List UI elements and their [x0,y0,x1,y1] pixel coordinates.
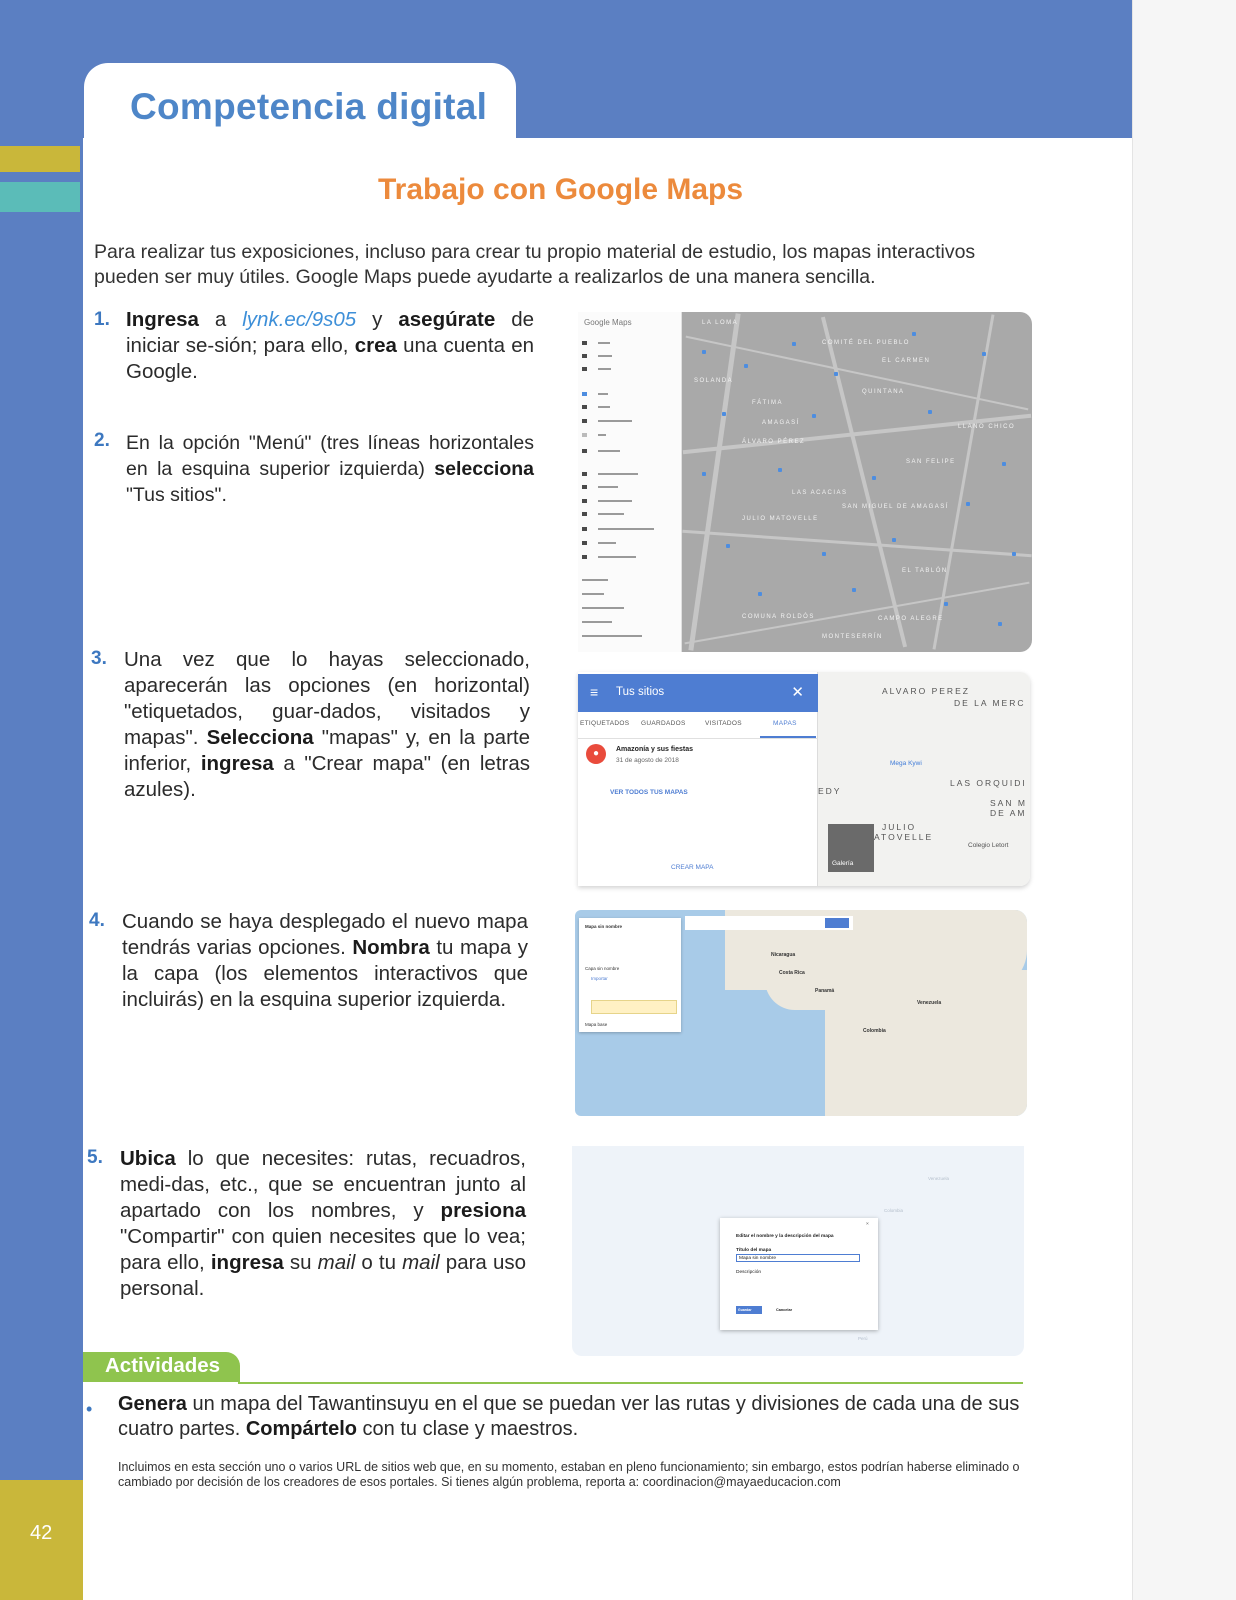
left-color-band [0,138,83,1600]
layer-name: Capa sin nombre [585,966,620,971]
step-4-text: Cuando se haya desplegado el nuevo mapa tendrás varias opciones. Nombra tu mapa y la capa (los elementos interactivos que incluirás) en la esquina superior izquierda. [122,910,528,1011]
edit-map-screenshot: Venezuela Colombia Perú Editar el nombre y la descripción del mapa × Título del mapa Mapa sin nombre Descripción Guardar Cancelar [572,1146,1024,1356]
dialog-title: Editar el nombre y la descripción del mapa [736,1234,834,1239]
step-4-number: 4. [89,910,105,931]
map-name: Mapa sin nombre [585,924,623,929]
step-1-link[interactable]: lynk.ec/9s05 [242,308,357,331]
bullet-icon: • [86,1399,93,1419]
step-2-number: 2. [94,430,110,451]
teal-stripe [0,182,80,212]
title-label: Título del mapa [736,1248,772,1253]
activity-text: Genera un mapa del Tawantinsuyu en el que se puedan ver las rutas y divisiones de cada una de sus cuatro partes. Compártelo con tu clase y maestros. [118,1393,1020,1440]
map-pin-icon: ● [586,744,606,764]
map-layers-card[interactable] [579,918,681,1032]
cancel-button[interactable]: Cancelar [776,1308,793,1312]
saved-map-title[interactable]: Amazonía y sus fiestas [616,746,694,753]
intro-paragraph: Para realizar tus exposiciones, incluso para crear tu propio material de estudio, los mapas interactivos pueden ser muy útiles. Google Maps puede ayudarte a realizarlos de una manera sencilla. [94,241,976,288]
close-icon[interactable]: × [866,1222,869,1227]
footnote: Incluimos en esta sección uno o varios URL de sitios web que, en su momento, estaban en pleno funcionamiento; sin embargo, estos podrían haberse eliminado o cambiado por decisión de los creadores de esos portales. Si tienes algún problema, reporta a: coordinacion@mayaeducacion.com [118,1460,1020,1489]
step-5-text: Ubica lo que necesites: rutas, recuadros, medi-das, etc., que se encuentran junto al apartado con los nombres, y presiona "Compartir" con quien necesites que lo vea; para ello, ingresa su mail o tu mail para uso personal. [120,1147,526,1300]
divider [578,738,818,739]
maps-side-menu [578,312,682,652]
page-heading: Trabajo con Google Maps [378,173,744,206]
tab-etiquetados[interactable]: ETIQUETADOS [580,720,630,727]
tus-sitios-header [578,674,818,712]
tab-visitados[interactable]: VISITADOS [705,720,742,727]
step-3-number: 3. [91,648,107,669]
tus-sitios-screenshot [578,672,1030,886]
yellow-stripe [0,146,80,172]
search-icon[interactable] [825,918,849,928]
tab-guardados[interactable]: GUARDADOS [641,720,686,727]
saved-map-date: 31 de agosto de 2018 [616,757,679,764]
activities-label: Actividades [105,1354,221,1377]
mega-kywi-poi: Mega Kywi [890,760,922,767]
my-maps-screenshot: Mapa sin nombre Capa sin nombre Importar Mapa base Venezuela Colombia Panamá Costa Rica Nicaragua [575,910,1027,1116]
tus-sitios-panel [578,672,818,886]
crear-mapa-link[interactable]: CREAR MAPA [671,864,714,871]
activities-rule [238,1382,1023,1384]
import-link: Importar [591,976,608,981]
step-1-keyword: Ingresa [126,308,199,331]
tab-mapas[interactable]: MAPAS [773,720,797,727]
close-icon[interactable]: ✕ [791,684,804,701]
google-maps-screenshot [578,312,1032,652]
step-1-text: Ingresa a lynk.ec/9s05 y asegúrate de iniciar se-sión; para ello, crea una cuenta en Google. [126,308,534,383]
step-5-number: 5. [87,1147,103,1168]
section-title: Competencia digital [130,86,488,127]
ver-todos-link[interactable]: VER TODOS TUS MAPAS [610,789,688,796]
base-map-label: Mapa base [585,1022,608,1027]
hamburger-icon[interactable]: ≡ [590,684,599,700]
description-label: Descripción [736,1270,762,1275]
tus-sitios-title: Tus sitios [616,686,665,698]
edit-map-dialog: Editar el nombre y la descripción del mapa × Título del mapa Mapa sin nombre Descripción Guardar Cancelar [720,1218,878,1330]
google-maps-logo: Google Maps [584,318,632,327]
page-number: 42 [30,1522,53,1544]
step-3-text: Una vez que lo hayas seleccionado, aparecerán las opciones (en horizontal) "etiquetados, guar-dados, visitados y mapas". Selecciona "mapas" y, en la parte inferior, ingresa a "Crear mapa" (en letras azules). [124,648,530,801]
page-edge [1132,0,1236,1600]
city-map[interactable]: LA LOMA COMITÉ DEL PUEBLO EL CARMEN SOLANDA FÁTIMA AMAGASÍ QUINTANA LLANO CHICO ÁLVARO PÉREZ SAN FELIPE LAS ACACIAS SAN MIGUEL DE AMAGASÍ JULIO MATOVELLE COMUNA ROLDÓS EL TABLÓN MONTESERRÍN CAMPO ALEGRE [682,312,1032,652]
neighborhood-map[interactable]: ALVARO PEREZ DE LA MERC Mega Kywi LAS ORQUIDI SAN M DE AM JULIO ATOVELLE Colegio Letort EDY Galería [818,672,1030,886]
layer-warning [591,1000,677,1014]
step-2-text: En la opción "Menú" (tres líneas horizontales en la esquina superior izquierda) selecciona "Tus sitios". [126,432,534,506]
step-1-number: 1. [94,309,110,330]
map-title-value: Mapa sin nombre [739,1256,777,1261]
